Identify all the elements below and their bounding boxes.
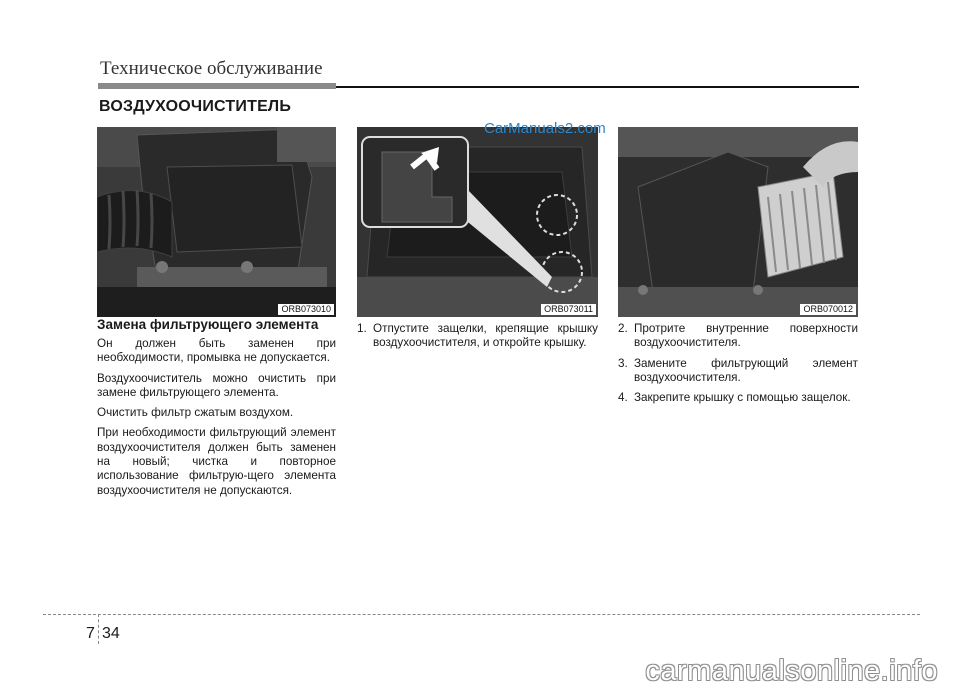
step-item <box>618 357 858 386</box>
step-number: 2. <box>618 322 628 335</box>
page-number: 34 <box>102 625 120 642</box>
header-rule-line <box>336 86 859 88</box>
step-list <box>357 322 598 351</box>
header-rule <box>98 83 336 89</box>
filter-photo <box>618 127 858 317</box>
step-text: Отпустите защелки, крепящие крышку воздухоочистителя, и откройте крышку. <box>373 322 598 350</box>
step-item <box>618 391 858 405</box>
air-cleaner-photo <box>97 127 336 317</box>
step-number: 4. <box>618 391 628 405</box>
air-cleaner-illustration <box>97 127 336 317</box>
paragraph: Он должен быть заменен при необходимости, промывка не допускается. <box>97 337 336 365</box>
right-column <box>618 322 858 411</box>
image-code: ORB070012 <box>800 304 856 315</box>
page-number-divider <box>98 614 99 644</box>
step-number: 1. <box>357 322 367 335</box>
paragraph: При необходимости фильтрующий элемент воздухоочистителя должен быть заменен на новый; чистка и повторное использование фильтрую-щего элемента воздухоочистителя не допускаются. <box>97 426 336 497</box>
filter-illustration <box>618 127 858 317</box>
step-text: Закрепите крышку с помощью защелок. <box>634 391 851 405</box>
footer-watermark[interactable]: carmanualsonline.info <box>645 655 938 687</box>
step-number: 3. <box>618 356 628 370</box>
header-title: Техническое обслуживание <box>100 58 323 79</box>
section-title: ВОЗДУХООЧИСТИТЕЛЬ <box>99 98 292 115</box>
step-list <box>618 322 858 405</box>
subsection-title: Замена фильтрующего элемента <box>97 317 319 332</box>
middle-column <box>357 322 598 357</box>
footer-rule <box>43 614 920 615</box>
image-code: ORB073011 <box>541 304 596 315</box>
paragraph: Воздухоочиститель можно очистить при замене фильтрующего элемента. <box>97 371 336 399</box>
clip-illustration <box>357 127 598 317</box>
clip-photo <box>357 127 598 317</box>
left-column <box>97 317 336 504</box>
step-text: Замените фильтрующий элемент воздухоочистителя. <box>634 356 858 384</box>
step-text: Протрите внутренние поверхности воздухоочистителя. <box>634 322 858 350</box>
paragraph: Очистить фильтр сжатым воздухом. <box>97 406 294 420</box>
image-code: ORB073010 <box>278 304 334 315</box>
step-item <box>618 322 858 351</box>
chapter-number: 7 <box>86 625 95 642</box>
watermark[interactable]: CarManuals2.com <box>484 120 606 137</box>
step-item <box>357 322 598 351</box>
